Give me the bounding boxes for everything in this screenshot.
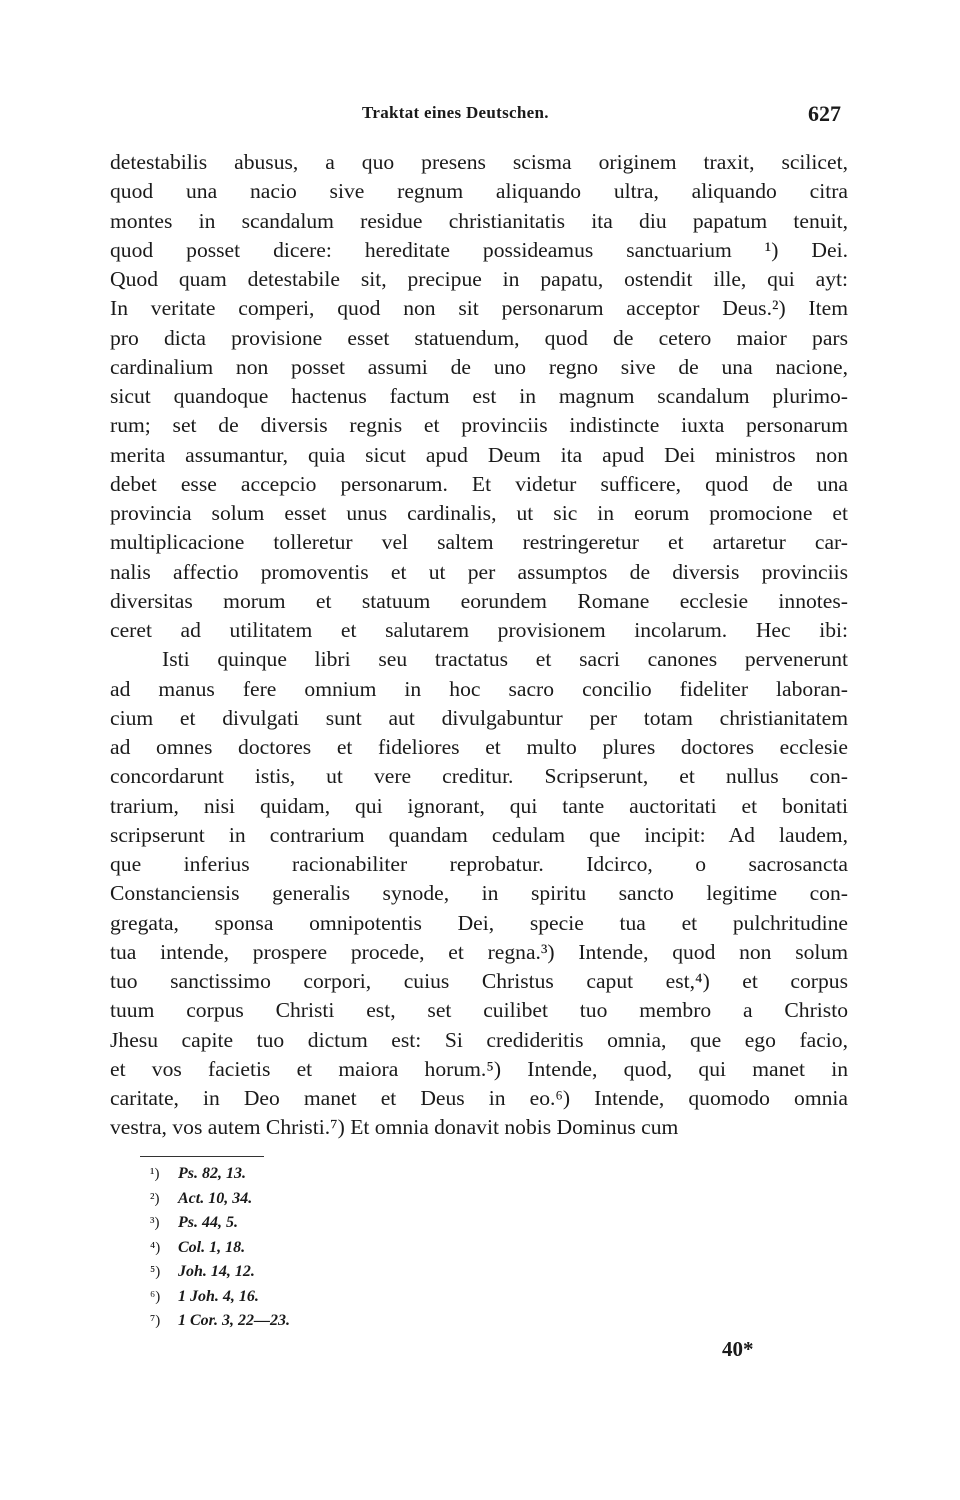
page-number: 627	[808, 101, 841, 126]
signature-mark: 40*	[722, 1337, 754, 1361]
footnote-mark: ³)	[150, 1215, 160, 1231]
text-line: vestra, vos autem Christi.⁷) Et omnia donavit nobis Dominus cum	[110, 1115, 679, 1140]
text-line: sicut quandoque hactenus factum est in magnum scandalum plurimo-	[110, 384, 848, 408]
text-line: que inferius racionabiliter reprobatur. Idcirco, o sacrosancta	[110, 852, 848, 876]
text-line: diversitas morum et statuum eorundem Romane ecclesie innotes-	[110, 588, 848, 613]
text-line: ad omnes doctores et fideliores et multo plures doctores ecclesie	[110, 735, 848, 759]
text-line: pro dicta provisione esset statuendum, quod de cetero maior pars	[110, 325, 848, 350]
text-line: debet esse accepcio personarum. Et videtur sufficere, quod de una	[110, 471, 848, 496]
text-line: quod una nacio sive regnum aliquando ultra, aliquando citra	[110, 179, 848, 204]
footnote	[150, 1187, 290, 1212]
text-line: detestabilis abusus, a quo presens scisma originem traxit, scilicet,	[110, 150, 848, 174]
footnote	[150, 1162, 290, 1187]
text-line: multiplicacione tolleretur vel saltem restringeretur et artaretur car-	[110, 530, 848, 555]
text-line: gregata, sponsa omnipotentis Dei, specie tua et pulchritudine	[110, 910, 848, 935]
footnote-mark: ¹)	[150, 1166, 160, 1182]
footnote-mark: ⁴)	[150, 1239, 161, 1256]
text-line: Jhesu capite tuo dictum est: Si credideritis omnia, que ego facio,	[110, 1027, 848, 1052]
text-line: ceret ad utilitatem et salutarem provisionem incolarum. Hec ibi:	[110, 618, 848, 642]
text-line: cardinalium non posset assumi de uno regno sive de una nacione,	[110, 354, 848, 379]
text-line: cium et divulgati sunt aut divulgabuntur per totam christianitatem	[110, 705, 848, 730]
footnote	[150, 1211, 290, 1236]
footnotes	[150, 1162, 290, 1334]
footnote-reference: Ps. 82, 13.	[178, 1165, 246, 1182]
text-line: tua intende, prospere procede, et regna.³) Intende, quod non solum	[110, 939, 848, 964]
text-line: scripserunt in contrarium quandam cedulam que incipit: Ad laudem,	[110, 822, 848, 847]
running-title: Traktat eines Deutschen.	[362, 103, 549, 122]
footnote-reference: Joh. 14, 12.	[178, 1263, 255, 1280]
main-text-block	[110, 148, 848, 1143]
footnote	[150, 1260, 290, 1285]
footnote-mark: ²)	[150, 1190, 160, 1207]
text-line: merita assumantur, quia sicut apud Deum ita apud Dei ministros non	[110, 442, 848, 467]
footnote-mark: ⁶)	[150, 1288, 161, 1305]
footnote-reference: Act. 10, 34.	[178, 1189, 253, 1207]
footnote	[150, 1309, 290, 1334]
text-line: caritate, in Deo manet et Deus in eo.⁶) Intende, quomodo omnia	[110, 1086, 848, 1110]
text-line: nalis affectio promoventis et ut per assumptos de diversis provinciis	[110, 559, 848, 584]
footnote-mark: ⁷)	[150, 1313, 161, 1329]
paragraph-start-line: Isti quinque libri seu tractatus et sacri canones pervenerunt	[162, 647, 848, 672]
footnote-divider	[140, 1156, 264, 1157]
footnote-mark: ⁵)	[150, 1264, 161, 1280]
text-line: provincia solum esset unus cardinalis, ut sic in eorum promocione et	[110, 501, 848, 525]
footnote-reference: 1 Cor. 3, 22—23.	[178, 1312, 291, 1329]
text-line: Constanciensis generalis synode, in spiritu sancto legitime con-	[110, 881, 848, 906]
footnote-reference: Ps. 44, 5.	[178, 1214, 238, 1231]
text-line: et vos facietis et maiora horum.⁵) Intende, quod, qui manet in	[110, 1056, 848, 1081]
text-line: montes in scandalum residue christianitatis ita diu papatum tenuit,	[110, 208, 848, 233]
text-line: rum; set de diversis regnis et provinciis indistincte iuxta personarum	[110, 413, 848, 438]
text-line: trarium, nisi quidam, qui ignorant, qui tante auctoritati et bonitati	[110, 793, 848, 818]
text-line: concordarunt istis, ut vere creditur. Scripserunt, et nullus con-	[110, 764, 848, 789]
text-line: tuum corpus Christi est, set cuilibet tuo membro a Christo	[110, 998, 848, 1023]
footnote-reference: 1 Joh. 4, 16.	[178, 1287, 259, 1305]
text-line: In veritate comperi, quod non sit personarum acceptor Deus.²) Item	[110, 296, 848, 321]
footnote-reference: Col. 1, 18.	[178, 1238, 246, 1256]
text-line: Quod quam detestabile sit, precipue in papatu, ostendit ille, qui ayt:	[110, 267, 848, 291]
text-line: quod posset dicere: hereditate possideamus sanctuarium ¹) Dei.	[110, 237, 848, 262]
text-line: tuo sanctissimo corpori, cuius Christus caput est,⁴) et corpus	[110, 969, 848, 993]
text-line: ad manus fere omnium in hoc sacro concilio fideliter laboran-	[110, 676, 848, 701]
footnote	[150, 1236, 290, 1261]
footnote	[150, 1285, 290, 1310]
